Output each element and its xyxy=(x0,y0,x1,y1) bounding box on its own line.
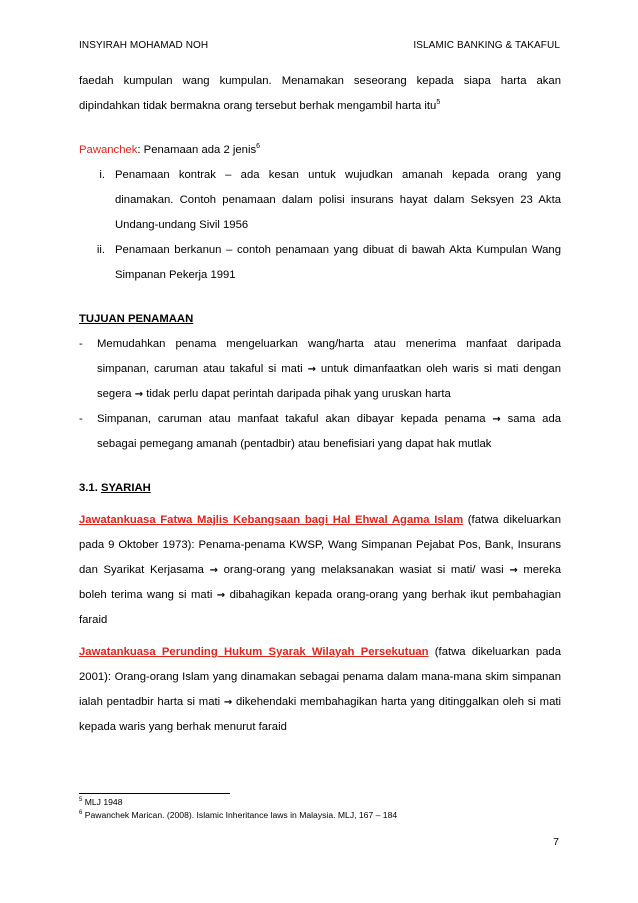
page-number: 7 xyxy=(553,836,559,848)
footnote-separator xyxy=(79,793,230,794)
footnote-ref-5[interactable]: 5 xyxy=(436,99,441,107)
page-body xyxy=(79,69,561,740)
fatwa-paragraph-2: Jawatankuasa Perunding Hukum Syarak Wilayah Persekutuan (fatwa dikeluarkan pada 2001): Orang-orang Islam yang dinamakan sebagai penama dalam mana-mana skim simpanan ialah pentadbir harta si mati → dikehendaki membahagikan harta yang ditinggalkan oleh si mati kepada waris yang berhak menurut faraid xyxy=(79,646,562,733)
arrow-icon: → xyxy=(223,697,233,708)
pawanchek-name: Pawanchek xyxy=(79,144,138,156)
fatwa-body-2: Jawatankuasa Perunding Hukum Syarak Wilayah Persekutuan xyxy=(79,646,429,658)
tujuan-heading: TUJUAN PENAMAAN xyxy=(79,313,194,325)
list-number: ii. xyxy=(96,244,105,256)
tujuan-item-2: - Simpanan, caruman atau manfaat takaful akan dibayar kepada penama → sama ada sebagai pemegang amanah (pentadbir) atau benefisiari yang dapat hak mutlak xyxy=(79,413,562,450)
header-author: INSYIRAH MOHAMAD NOH xyxy=(79,40,209,51)
arrow-icon: → xyxy=(134,389,144,400)
tujuan-item-1: - Memudahkan penama mengeluarkan wang/harta atau menerima manfaat daripada simpanan, caruman atau takaful si mati → untuk dimanfaatkan oleh waris si mati dengan segera → tidak perlu dapat perintah daripada pihak yang uruskan harta xyxy=(79,338,561,400)
fatwa-body-1: Jawatankuasa Fatwa Majlis Kebangsaan bagi Hal Ehwal Agama Islam xyxy=(79,514,464,526)
footnote-5: $^5$ MLJ 1948 xyxy=(79,797,123,807)
footnote-6: $^6$ Pawanchek Marican. (2008). Islamic Inheritance laws in Malaysia. MLJ, 167 – 184 xyxy=(79,810,398,820)
arrow-icon: → xyxy=(307,364,316,375)
intro-paragraph: faedah kumpulan wang kumpulan. Menamakan seseorang kepada siapa harta akan dipindahkan tidak bermakna orang tersebut berhak mengambil harta itu$^5$ xyxy=(79,75,561,112)
arrow-icon: → xyxy=(209,565,218,576)
arrow-icon: → xyxy=(509,565,518,576)
footnote-ref-6[interactable]: 6 xyxy=(256,143,261,151)
list-number: i. xyxy=(99,169,105,181)
list-item: i. Penamaan kontrak – ada kesan untuk wujudkan amanah kepada orang yang dinamakan. Contoh penamaan dalam polisi insurans hayat dalam Seksyen 23 Akta Undang-undang Sivil 1956 xyxy=(79,163,561,238)
list-item: ii. Penamaan berkanun – contoh penamaan yang dibuat di bawah Akta Kumpulan Wang Simpanan Pekerja 1991 xyxy=(79,238,561,288)
pawanchek-paragraph: Pawanchek: Penamaan ada 2 jenis$^6$ xyxy=(79,143,261,156)
arrow-icon: → xyxy=(216,590,226,601)
header-title: ISLAMIC BANKING & TAKAFUL xyxy=(413,40,560,51)
fatwa-paragraph-1: Jawatankuasa Fatwa Majlis Kebangsaan bagi Hal Ehwal Agama Islam (fatwa dikeluarkan pada 9 Oktober 1973): Penama-penama KWSP, Wang Simpanan Pejabat Pos, Bank, Insurans dan Syarikat Kerjasama → orang-orang yang melaksanakan wasiat si mati/ wasi → mereka boleh terima wang si mati → dibahagikan kepada orang-orang yang berhak ikut pembahagian faraid xyxy=(79,514,562,626)
syariah-heading: 3.1. SYARIAH xyxy=(79,482,151,494)
arrow-icon: → xyxy=(492,414,501,425)
